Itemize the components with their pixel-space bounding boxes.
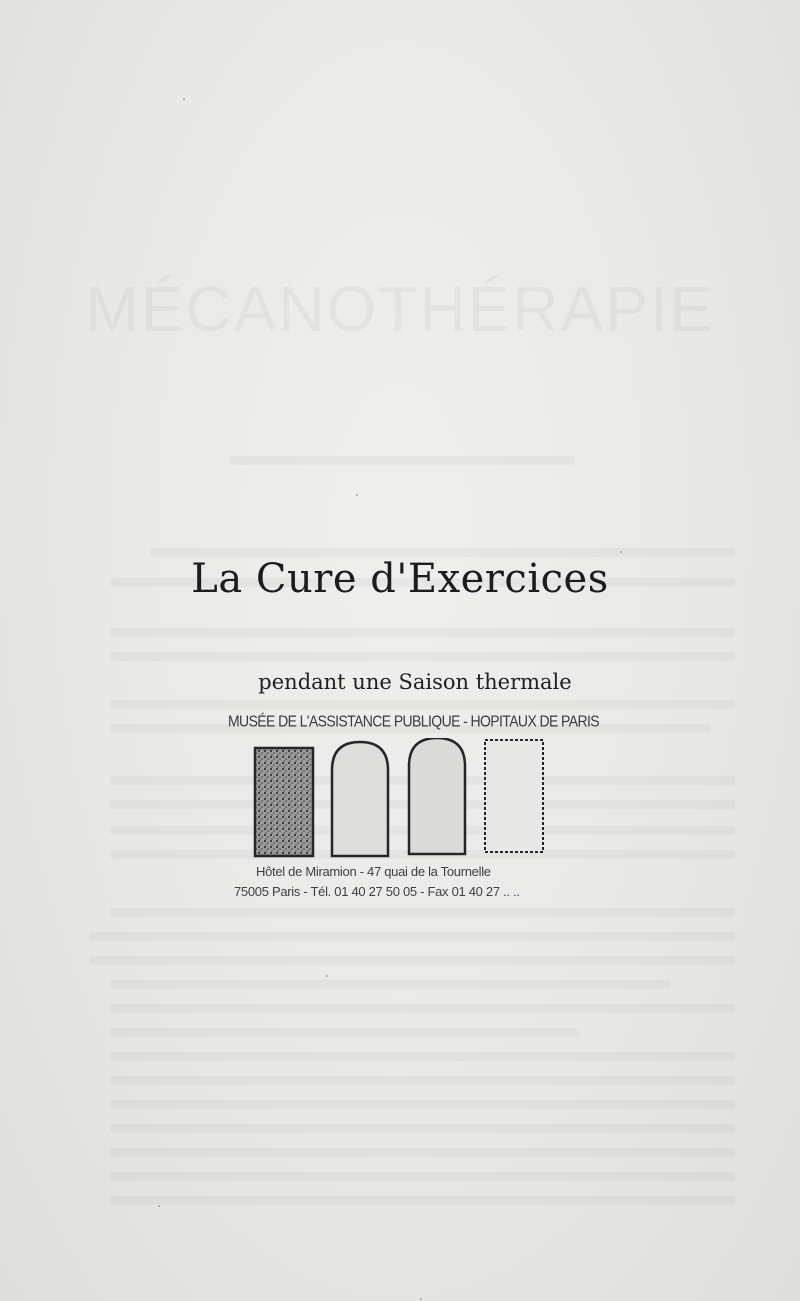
paper-speck bbox=[356, 494, 358, 496]
paper-speck bbox=[326, 975, 328, 977]
stamp-contact: 75005 Paris - Tél. 01 40 27 50 05 - Fax 01 40 27 .. .. bbox=[234, 884, 520, 899]
emblem-panel bbox=[485, 740, 543, 852]
show-through-line bbox=[110, 1172, 735, 1181]
show-through-line bbox=[110, 1052, 735, 1061]
show-through-line bbox=[110, 652, 735, 661]
show-through-line bbox=[90, 932, 735, 941]
show-through-line bbox=[110, 1100, 735, 1109]
show-through-line bbox=[110, 1076, 735, 1085]
show-through-line bbox=[110, 1196, 735, 1205]
stamp-institution: MUSÉE DE L'ASSISTANCE PUBLIQUE - HOPITAUX DE PARIS bbox=[228, 712, 599, 730]
show-through-line bbox=[230, 456, 575, 465]
show-through-line bbox=[110, 1028, 580, 1037]
museum-stamp bbox=[222, 708, 599, 908]
paper-speck bbox=[620, 551, 622, 553]
page-subtitle: pendant une Saison thermale bbox=[258, 670, 572, 694]
show-through-line bbox=[110, 1004, 735, 1013]
show-through-line bbox=[90, 956, 735, 965]
stamp-address: Hôtel de Miramion - 47 quai de la Tournelle bbox=[256, 864, 491, 879]
show-through-line bbox=[110, 908, 735, 917]
paper-speck bbox=[158, 1205, 160, 1207]
show-through-heading bbox=[0, 272, 800, 346]
show-through-line bbox=[110, 1124, 735, 1133]
show-through-line bbox=[110, 980, 670, 989]
page-title: La Cure d'Exercices bbox=[191, 556, 609, 602]
four-arches-emblem-icon bbox=[252, 738, 552, 866]
show-through-line bbox=[110, 628, 735, 637]
emblem-arch bbox=[332, 742, 388, 856]
paper-speck bbox=[420, 1298, 422, 1300]
paper-speck bbox=[183, 98, 185, 100]
emblem-panel bbox=[255, 748, 313, 856]
emblem-arch bbox=[409, 738, 465, 854]
show-through-line bbox=[110, 1148, 735, 1157]
